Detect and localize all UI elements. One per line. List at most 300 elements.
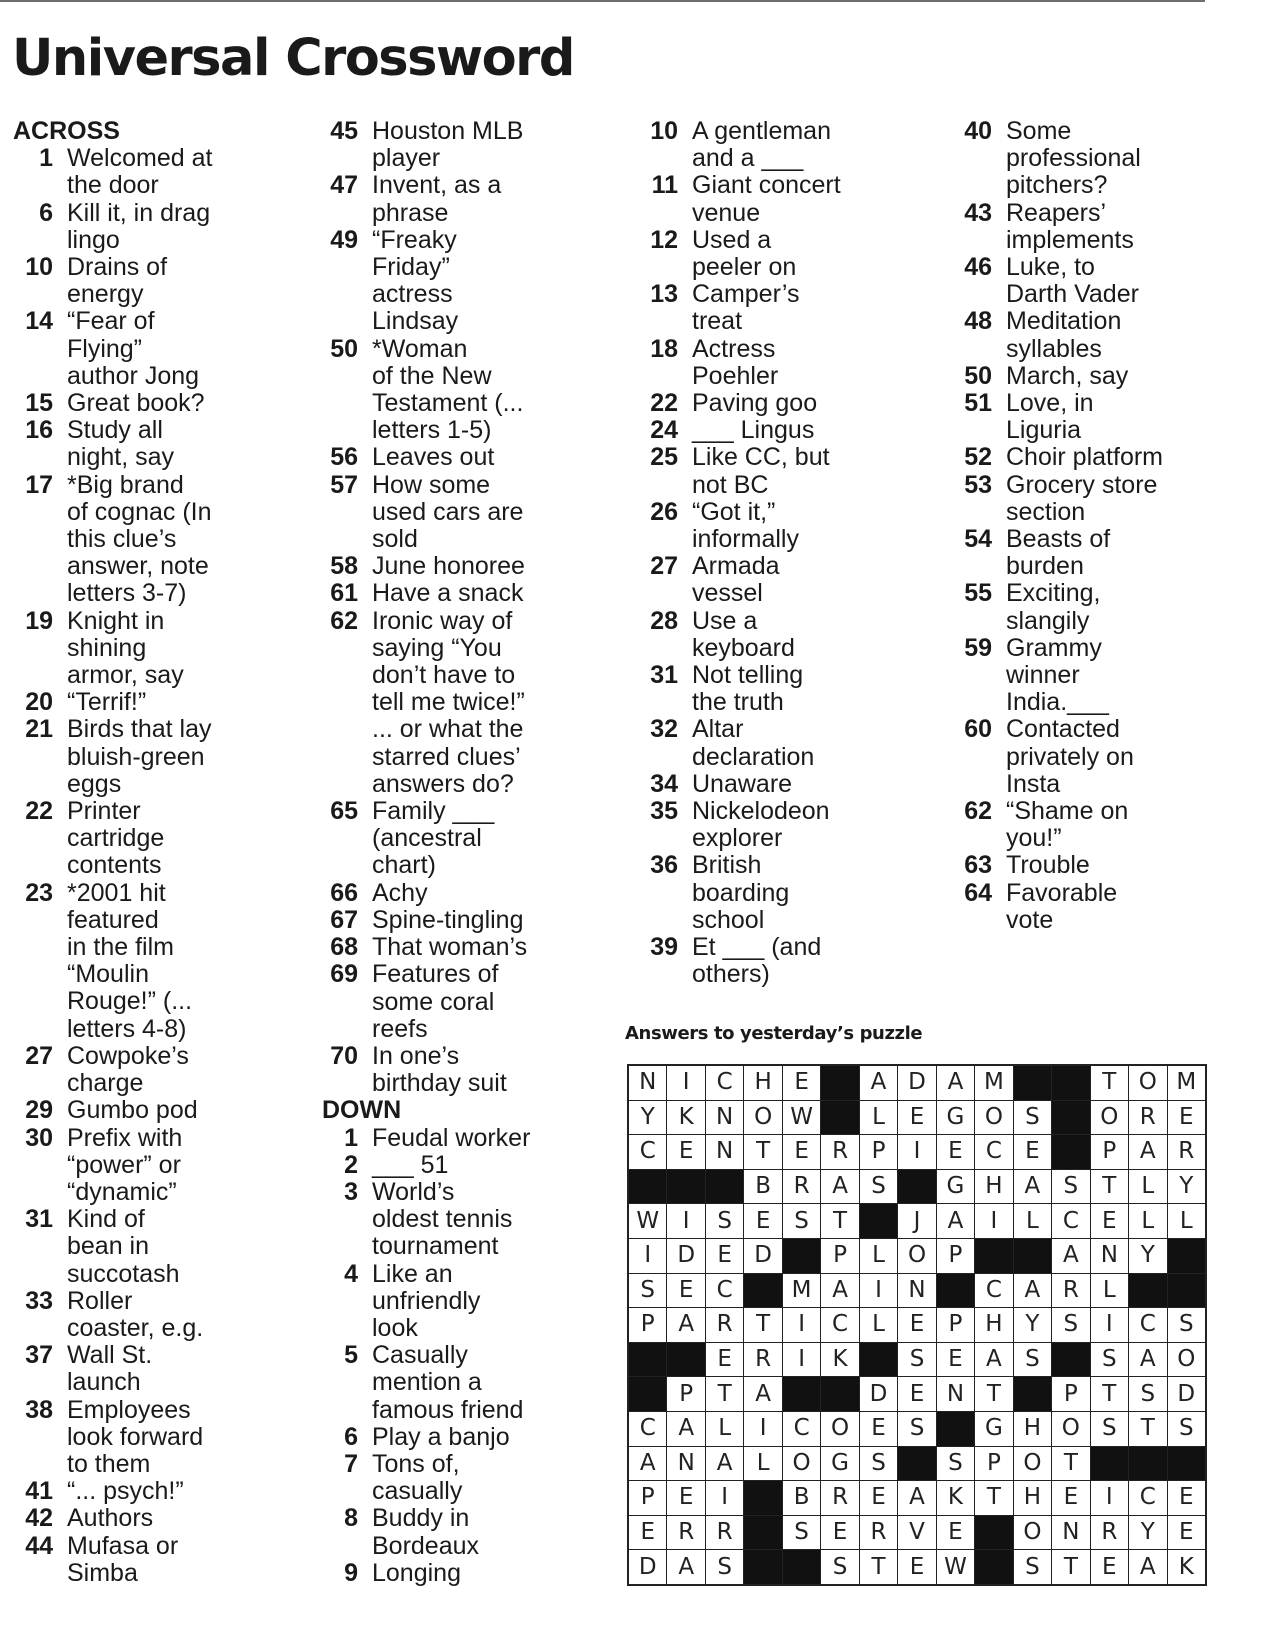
clue-line: Gumbo pod (67, 1096, 198, 1125)
down-column-1 (636, 118, 916, 989)
grid-cell: N (1091, 1239, 1128, 1273)
clue-text (358, 1179, 612, 1261)
clue-line: bluish-green (67, 742, 205, 771)
grid-cell: W (937, 1550, 974, 1584)
grid-cell: O (783, 1447, 820, 1481)
clue-item (636, 798, 916, 852)
grid-black-square (898, 1170, 935, 1204)
clue-line: tell me twice!” (372, 688, 525, 717)
clue-number: 10 (25, 253, 53, 281)
answers-label: Answers to yesterday’s puzzle (625, 1023, 923, 1044)
grid-cell: E (898, 1101, 935, 1135)
clue-line: Paving goo (692, 389, 818, 418)
clue-line: slangily (1006, 606, 1090, 635)
clue-line: night, say (67, 443, 175, 472)
grid-black-square (1091, 1447, 1128, 1481)
clue-line: ... or what the (372, 715, 524, 744)
clue-line: oldest tennis (372, 1205, 513, 1234)
clue-item (950, 308, 1210, 362)
clue-line: Invent, as a (372, 171, 502, 200)
clue-line: “power” or (67, 1150, 181, 1179)
clue-item (13, 798, 288, 880)
clue-item (322, 934, 612, 961)
grid-cell: G (937, 1170, 974, 1204)
clue-text (53, 689, 288, 716)
grid-black-square (744, 1516, 781, 1550)
grid-cell: O (975, 1101, 1012, 1135)
grid-cell: R (1052, 1274, 1089, 1308)
grid-cell: L (860, 1101, 897, 1135)
grid-cell: T (860, 1550, 897, 1584)
clue-item (950, 118, 1210, 200)
clue-line: Kill it, in drag (67, 198, 211, 227)
clue-line: Ironic way of (372, 606, 513, 635)
clue-number: 9 (344, 1558, 358, 1587)
grid-cell: E (937, 1343, 974, 1377)
clue-line: Kind of (67, 1205, 145, 1234)
grid-cell: A (667, 1550, 704, 1584)
grid-cell: O (898, 1239, 935, 1273)
clue-number: 34 (650, 769, 678, 798)
clue-text (358, 1505, 612, 1559)
grid-cell: I (667, 1204, 704, 1238)
across-column-2 (322, 118, 612, 1587)
grid-cell: S (1014, 1343, 1051, 1377)
across-column-1 (13, 118, 288, 1587)
grid-cell: D (1168, 1377, 1205, 1411)
grid-cell: E (706, 1239, 743, 1273)
clue-text (992, 472, 1210, 526)
grid-cell: H (744, 1066, 781, 1100)
clue-item (13, 608, 288, 690)
clue-line: energy (67, 280, 144, 309)
grid-cell: P (937, 1308, 974, 1342)
clue-number: 7 (344, 1449, 358, 1478)
grid-cell: R (706, 1308, 743, 1342)
clue-number: 27 (25, 1041, 53, 1070)
clue-line: section (1006, 497, 1086, 526)
clue-line: eggs (67, 769, 122, 798)
clue-line: Bordeaux (372, 1531, 480, 1560)
clue-item (636, 281, 916, 335)
clue-text (53, 1505, 288, 1532)
grid-cell: L (1168, 1204, 1205, 1238)
grid-cell: A (937, 1066, 974, 1100)
clue-number: 19 (25, 606, 53, 635)
clue-line: sold (372, 525, 418, 554)
clue-line: birthday suit (372, 1069, 507, 1098)
clue-line: contents (67, 851, 162, 880)
clue-item (950, 880, 1210, 934)
clue-item (950, 580, 1210, 634)
clue-line: used cars are (372, 497, 524, 526)
grid-cell: S (1168, 1412, 1205, 1446)
clue-line: cartridge (67, 824, 165, 853)
clue-line: “Freaky (372, 225, 457, 254)
clue-line: Meditation (1006, 307, 1122, 336)
grid-black-square (783, 1239, 820, 1273)
clue-line: Leaves out (372, 443, 495, 472)
clue-text (678, 336, 916, 390)
clue-item (13, 308, 288, 390)
grid-cell: L (1014, 1204, 1051, 1238)
grid-cell: E (706, 1343, 743, 1377)
clue-item (950, 526, 1210, 580)
clue-item (950, 852, 1210, 879)
clue-number: 40 (964, 117, 992, 145)
clue-line: Houston MLB (372, 117, 524, 145)
grid-cell: A (821, 1170, 858, 1204)
grid-cell: K (937, 1481, 974, 1515)
grid-cell: E (629, 1516, 666, 1550)
clue-line: lingo (67, 225, 120, 254)
grid-black-square (744, 1274, 781, 1308)
clue-number: 8 (344, 1504, 358, 1533)
grid-cell: A (1052, 1239, 1089, 1273)
clue-line: saying “You (372, 633, 502, 662)
clue-text (992, 580, 1210, 634)
clue-item (636, 444, 916, 498)
grid-cell: S (706, 1550, 743, 1584)
grid-cell: R (1129, 1101, 1166, 1135)
clue-number: 37 (25, 1341, 53, 1370)
grid-cell: G (975, 1412, 1012, 1446)
clue-text (358, 553, 612, 580)
clue-item (322, 961, 612, 1043)
grid-cell: K (1168, 1550, 1205, 1584)
clue-number: 62 (330, 606, 358, 635)
clue-item (322, 472, 612, 554)
clue-item (322, 444, 612, 471)
grid-cell: T (1091, 1170, 1128, 1204)
grid-cell: E (744, 1204, 781, 1238)
grid-cell: R (667, 1516, 704, 1550)
grid-cell: P (667, 1377, 704, 1411)
clue-line: In one’s (372, 1041, 460, 1070)
clue-line: Prefix with (67, 1123, 183, 1152)
clue-line: Welcomed at (67, 144, 213, 173)
clue-line: Camper’s (692, 280, 800, 309)
grid-black-square (821, 1101, 858, 1135)
clue-line: *2001 hit (67, 878, 166, 907)
clue-line: bean in (67, 1232, 150, 1261)
grid-black-square (1168, 1274, 1205, 1308)
clue-number: 65 (330, 797, 358, 826)
clue-item (322, 172, 612, 226)
clue-text (678, 390, 916, 417)
clue-number: 42 (25, 1504, 53, 1533)
clue-text (53, 608, 288, 690)
clue-line: Liguria (1006, 416, 1082, 445)
grid-cell: S (1091, 1343, 1128, 1377)
clue-item (13, 716, 288, 798)
grid-black-square (937, 1274, 974, 1308)
clue-line: Family ___ (372, 797, 495, 826)
clue-line: burden (1006, 552, 1084, 581)
grid-cell: H (975, 1170, 1012, 1204)
grid-black-square (1168, 1239, 1205, 1273)
grid-cell: I (667, 1066, 704, 1100)
clue-line: phrase (372, 198, 449, 227)
clue-number: 48 (964, 307, 992, 336)
clue-text (678, 499, 916, 553)
clue-line: answers do? (372, 769, 514, 798)
grid-cell: E (783, 1135, 820, 1169)
grid-black-square (1168, 1447, 1205, 1481)
clue-line: coaster, e.g. (67, 1313, 204, 1342)
clue-item (950, 254, 1210, 308)
clue-line: look (372, 1313, 418, 1342)
clue-line: Testament (... (372, 389, 524, 418)
clue-line: Beasts of (1006, 525, 1111, 554)
clue-line: Knight in (67, 606, 165, 635)
clue-line: Longing (372, 1558, 461, 1587)
clue-line: Friday” (372, 253, 450, 282)
clue-text (358, 336, 612, 445)
clue-number: 33 (25, 1286, 53, 1315)
grid-cell: I (783, 1343, 820, 1377)
clue-line: of the New (372, 361, 492, 390)
grid-cell: S (1014, 1101, 1051, 1135)
clue-number: 41 (25, 1477, 53, 1506)
clue-line: Great book? (67, 389, 205, 418)
grid-cell: E (1168, 1516, 1205, 1550)
clue-item (322, 1451, 612, 1505)
grid-cell: S (937, 1447, 974, 1481)
clue-item (322, 580, 612, 607)
grid-cell: D (744, 1239, 781, 1273)
clue-item (13, 1125, 288, 1207)
clue-item (13, 1533, 288, 1587)
clue-text (678, 798, 916, 852)
clue-text (678, 771, 916, 798)
clue-number: 63 (964, 851, 992, 880)
clue-line: declaration (692, 742, 815, 771)
clue-line: featured (67, 905, 159, 934)
clue-text (358, 1560, 612, 1587)
clue-item (322, 798, 612, 880)
clue-text (53, 200, 288, 254)
clue-item (13, 472, 288, 608)
grid-cell: Y (629, 1101, 666, 1135)
clue-line: player (372, 144, 441, 173)
clue-line: Study all (67, 416, 163, 445)
clue-number: 6 (344, 1422, 358, 1451)
clue-text (678, 227, 916, 281)
grid-black-square (667, 1170, 704, 1204)
clue-text (992, 254, 1210, 308)
clue-line: Grammy (1006, 633, 1102, 662)
clue-text (992, 635, 1210, 717)
clue-line: Wall St. (67, 1341, 153, 1370)
clue-number: 30 (25, 1123, 53, 1152)
grid-cell: D (898, 1066, 935, 1100)
grid-cell: L (1091, 1274, 1128, 1308)
grid-cell: D (667, 1239, 704, 1273)
clue-text (358, 907, 612, 934)
grid-cell: I (706, 1481, 743, 1515)
clue-text (358, 118, 612, 172)
clue-line: starred clues’ (372, 742, 521, 771)
clue-line: others) (692, 960, 770, 989)
clue-item (13, 145, 288, 199)
clue-number: 38 (25, 1395, 53, 1424)
clue-text (678, 281, 916, 335)
clue-text (53, 1288, 288, 1342)
clue-text (358, 1125, 612, 1152)
clue-line: Grocery store (1006, 470, 1158, 499)
grid-cell: E (898, 1308, 935, 1342)
clue-list (13, 145, 288, 1587)
grid-cell: E (1052, 1481, 1089, 1515)
grid-cell: O (1052, 1412, 1089, 1446)
clue-line: “dynamic” (67, 1177, 177, 1206)
grid-cell: A (706, 1447, 743, 1481)
clue-item (322, 1261, 612, 1343)
clue-text (678, 662, 916, 716)
grid-cell: D (860, 1377, 897, 1411)
grid-cell: T (744, 1135, 781, 1169)
grid-cell: P (975, 1447, 1012, 1481)
grid-cell: A (1014, 1274, 1051, 1308)
grid-cell: S (629, 1274, 666, 1308)
grid-cell: S (1014, 1550, 1051, 1584)
grid-black-square (1052, 1066, 1089, 1100)
clue-number: 31 (25, 1205, 53, 1234)
grid-cell: Y (1129, 1516, 1166, 1550)
clue-number: 22 (25, 797, 53, 826)
clue-text (358, 1451, 612, 1505)
grid-black-square (898, 1447, 935, 1481)
clue-line: That woman’s (372, 933, 528, 962)
clue-line: “Fear of (67, 307, 155, 336)
clue-text (53, 472, 288, 608)
grid-cell: S (898, 1412, 935, 1446)
grid-cell: R (706, 1516, 743, 1550)
clue-line: Giant concert (692, 171, 841, 200)
clue-line: How some (372, 470, 491, 499)
clue-line: Unaware (692, 769, 793, 798)
grid-cell: H (975, 1308, 1012, 1342)
grid-cell: E (860, 1412, 897, 1446)
clue-list (950, 118, 1210, 934)
clue-line: Spine-tingling (372, 905, 524, 934)
grid-cell: I (783, 1308, 820, 1342)
clue-line: Play a banjo (372, 1422, 510, 1451)
grid-cell: C (975, 1135, 1012, 1169)
grid-black-square (1014, 1066, 1051, 1100)
clue-number: 69 (330, 960, 358, 989)
clue-line: Mufasa or (67, 1531, 179, 1560)
clue-item (636, 852, 916, 934)
clue-item (322, 1043, 612, 1097)
grid-cell: E (783, 1066, 820, 1100)
clue-line: Authors (67, 1504, 154, 1533)
grid-cell: W (629, 1204, 666, 1238)
clue-item (13, 1097, 288, 1124)
clue-line: Feudal worker (372, 1123, 531, 1152)
clue-number: 18 (650, 334, 678, 363)
grid-cell: R (744, 1343, 781, 1377)
grid-cell: B (783, 1481, 820, 1515)
clue-number: 64 (964, 878, 992, 907)
clue-number: 53 (964, 470, 992, 499)
clue-text (992, 852, 1210, 879)
clue-item (636, 172, 916, 226)
grid-cell: P (937, 1239, 974, 1273)
grid-cell: N (706, 1101, 743, 1135)
grid-cell: O (1014, 1447, 1051, 1481)
grid-cell: N (629, 1066, 666, 1100)
clue-item (322, 118, 612, 172)
clue-line: mention a (372, 1368, 482, 1397)
clue-line: Rouge!” (... (67, 987, 193, 1016)
grid-black-square (744, 1481, 781, 1515)
grid-cell: Y (1014, 1308, 1051, 1342)
clue-line: ___ Lingus (692, 416, 815, 445)
clue-line: letters 4-8) (67, 1014, 187, 1043)
clue-list (322, 118, 612, 1097)
clue-line: Birds that lay (67, 715, 212, 744)
clue-number: 46 (964, 253, 992, 282)
clue-text (53, 254, 288, 308)
grid-cell: R (821, 1135, 858, 1169)
grid-black-square (667, 1343, 704, 1377)
grid-cell: S (1052, 1308, 1089, 1342)
clue-text (53, 1397, 288, 1479)
clue-line: syllables (1006, 334, 1102, 363)
grid-cell: T (744, 1308, 781, 1342)
clue-number: 55 (964, 579, 992, 608)
clue-line: Exciting, (1006, 579, 1101, 608)
grid-cell: T (975, 1377, 1012, 1411)
grid-cell: T (1129, 1412, 1166, 1446)
grid-cell: A (1129, 1550, 1166, 1584)
grid-cell: L (860, 1239, 897, 1273)
clue-text (678, 417, 916, 444)
clue-line: Trouble (1006, 851, 1090, 880)
clue-item (322, 553, 612, 580)
clue-item (950, 390, 1210, 444)
clue-item (322, 880, 612, 907)
clue-line: succotash (67, 1259, 180, 1288)
clue-line: unfriendly (372, 1286, 481, 1315)
clue-number: 11 (651, 171, 678, 200)
grid-cell: T (821, 1204, 858, 1238)
clue-item (950, 635, 1210, 717)
grid-cell: E (667, 1135, 704, 1169)
clue-text (53, 880, 288, 1043)
grid-cell: E (821, 1516, 858, 1550)
clue-line: Features of (372, 960, 499, 989)
clue-text (53, 1097, 288, 1124)
clue-item (13, 1206, 288, 1288)
clue-number: 2 (344, 1150, 358, 1179)
clue-line: you!” (1006, 824, 1062, 853)
clue-line: in the film (67, 933, 174, 962)
clue-line: Lindsay (372, 307, 459, 336)
grid-cell: S (860, 1447, 897, 1481)
clue-text (992, 308, 1210, 362)
clue-number: 49 (330, 225, 358, 254)
grid-black-square (1052, 1101, 1089, 1135)
clue-number: 5 (344, 1341, 358, 1370)
grid-black-square (860, 1343, 897, 1377)
grid-cell: E (1091, 1550, 1128, 1584)
clue-number: 60 (964, 715, 992, 744)
clue-line: Contacted (1006, 715, 1120, 744)
clue-item (322, 1125, 612, 1152)
